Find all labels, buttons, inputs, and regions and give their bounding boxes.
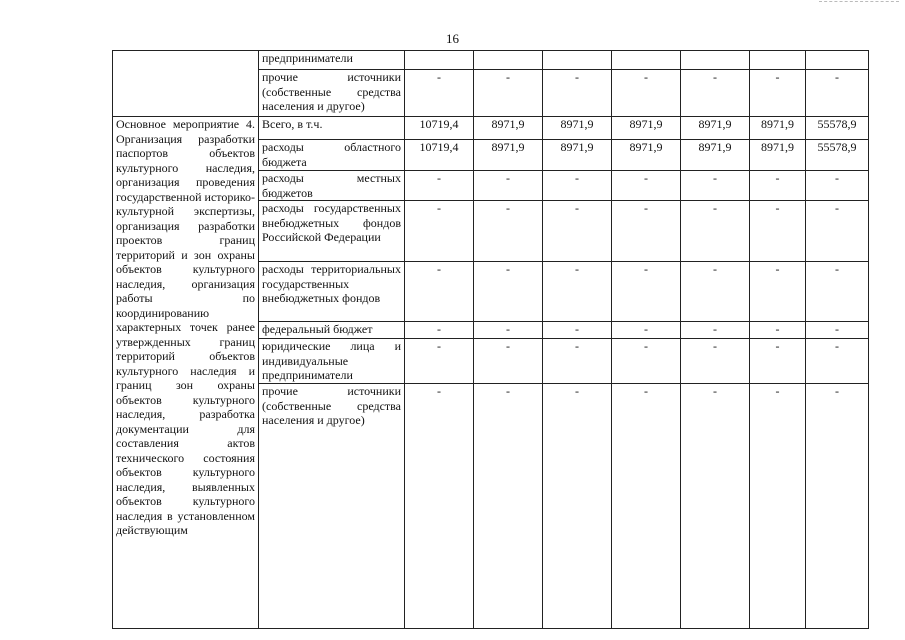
value-cell: - bbox=[612, 201, 681, 262]
value-cell: - bbox=[543, 322, 612, 339]
budget-table bbox=[112, 50, 869, 629]
value-cell: - bbox=[474, 171, 543, 201]
value-cell: 8971,9 bbox=[612, 140, 681, 171]
value-cell: - bbox=[543, 171, 612, 201]
value-cell: - bbox=[543, 70, 612, 117]
value-cell: - bbox=[474, 384, 543, 629]
value-cell: - bbox=[806, 339, 869, 384]
source-cell: расходы областного бюджета bbox=[259, 140, 405, 171]
value-cell: - bbox=[750, 262, 806, 322]
value-cell: - bbox=[806, 322, 869, 339]
value-cell bbox=[612, 51, 681, 70]
value-cell: 8971,9 bbox=[681, 117, 750, 140]
value-cell: 8971,9 bbox=[750, 117, 806, 140]
value-cell: - bbox=[681, 70, 750, 117]
value-cell bbox=[474, 51, 543, 70]
value-cell: 8971,9 bbox=[474, 140, 543, 171]
value-cell: - bbox=[612, 339, 681, 384]
value-cell: - bbox=[750, 384, 806, 629]
value-cell: - bbox=[612, 171, 681, 201]
source-cell: расходы государственных внебюджетных фондов Российской Федерации bbox=[259, 201, 405, 262]
value-cell: - bbox=[474, 70, 543, 117]
value-cell: - bbox=[806, 171, 869, 201]
value-cell: 8971,9 bbox=[750, 140, 806, 171]
value-cell: - bbox=[612, 70, 681, 117]
source-cell: юридические лица и индивидуальные предприниматели bbox=[259, 339, 405, 384]
source-cell: прочие источники (собственные средства населения и другое) bbox=[259, 70, 405, 117]
value-cell: 10719,4 bbox=[405, 140, 474, 171]
value-cell: 8971,9 bbox=[543, 140, 612, 171]
value-cell: - bbox=[806, 262, 869, 322]
value-cell: 8971,9 bbox=[681, 140, 750, 171]
value-cell bbox=[543, 51, 612, 70]
measure-name-cell bbox=[113, 117, 259, 629]
value-cell: - bbox=[681, 171, 750, 201]
measure-title: Основное мероприятие 4. Организация разработки паспортов объектов культурного наследия, организация проведения государственной историко-культурной экспертизы, организация разработки проектов границ территорий и зон охраны объектов культурного наследия, организация работы по координированию характерных точек ранее утвержденных границ территорий объектов культурного наследия и границ зон охраны объектов культурного наследия, разработка документации для составления актов технического состояния объектов культурного наследия, выявленных объектов культурного наследия в установленном действующим bbox=[116, 117, 255, 537]
value-cell: - bbox=[681, 262, 750, 322]
value-cell: - bbox=[806, 70, 869, 117]
value-cell: - bbox=[543, 384, 612, 629]
value-cell: - bbox=[612, 322, 681, 339]
value-cell: - bbox=[612, 384, 681, 629]
value-cell: - bbox=[681, 339, 750, 384]
source-cell: Всего, в т.ч. bbox=[259, 117, 405, 140]
value-cell: 55578,9 bbox=[806, 140, 869, 171]
value-cell: - bbox=[474, 262, 543, 322]
table-row bbox=[113, 51, 869, 70]
value-cell: 8971,9 bbox=[474, 117, 543, 140]
value-cell: - bbox=[543, 201, 612, 262]
value-cell bbox=[681, 51, 750, 70]
value-cell: - bbox=[681, 201, 750, 262]
value-cell: - bbox=[405, 201, 474, 262]
measure-name-cell-empty bbox=[113, 51, 259, 117]
value-cell bbox=[750, 51, 806, 70]
value-cell: - bbox=[806, 384, 869, 629]
value-cell: - bbox=[474, 339, 543, 384]
budget-table-container bbox=[112, 50, 869, 629]
source-cell: предприниматели bbox=[259, 51, 405, 70]
value-cell: - bbox=[681, 384, 750, 629]
value-cell bbox=[806, 51, 869, 70]
value-cell: - bbox=[806, 201, 869, 262]
value-cell bbox=[405, 51, 474, 70]
value-cell: - bbox=[405, 384, 474, 629]
value-cell: - bbox=[681, 322, 750, 339]
value-cell: - bbox=[405, 171, 474, 201]
value-cell: - bbox=[405, 322, 474, 339]
table-row bbox=[113, 117, 869, 140]
value-cell: - bbox=[750, 171, 806, 201]
value-cell: - bbox=[405, 70, 474, 117]
value-cell: 8971,9 bbox=[612, 117, 681, 140]
scan-edge-mark bbox=[819, 1, 899, 2]
value-cell: - bbox=[750, 322, 806, 339]
value-cell: - bbox=[750, 70, 806, 117]
value-cell: - bbox=[543, 262, 612, 322]
source-cell: расходы территориальных государственных внебюджетных фондов bbox=[259, 262, 405, 322]
value-cell: - bbox=[474, 322, 543, 339]
value-cell: - bbox=[474, 201, 543, 262]
source-cell: прочие источники (собственные средства населения и другое) bbox=[259, 384, 405, 629]
value-cell: - bbox=[750, 201, 806, 262]
source-cell: расходы местных бюджетов bbox=[259, 171, 405, 201]
source-cell: федеральный бюджет bbox=[259, 322, 405, 339]
value-cell: - bbox=[405, 339, 474, 384]
value-cell: - bbox=[543, 339, 612, 384]
value-cell: 10719,4 bbox=[405, 117, 474, 140]
page-number: 16 bbox=[446, 31, 459, 46]
value-cell: - bbox=[750, 339, 806, 384]
value-cell: - bbox=[405, 262, 474, 322]
value-cell: 8971,9 bbox=[543, 117, 612, 140]
value-cell: - bbox=[612, 262, 681, 322]
value-cell: 55578,9 bbox=[806, 117, 869, 140]
